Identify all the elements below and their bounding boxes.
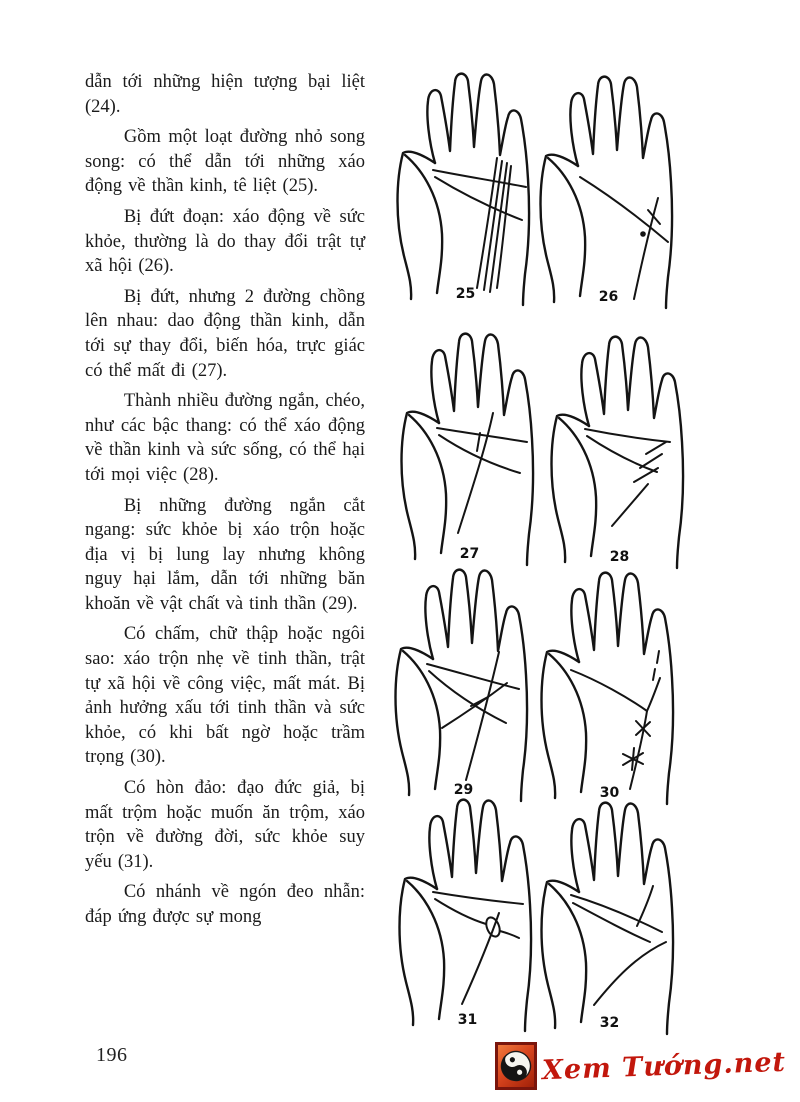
- paragraph: Bị đứt, nhưng 2 đường chồng lên nhau: dao động thần kinh, dẫn tới sự thay đổi, biến hóa, trực giác có thể mất đi (27).: [85, 286, 365, 381]
- palm-figure-32: [537, 789, 682, 1037]
- figure-number: 26: [598, 289, 619, 305]
- figure-number: 30: [599, 785, 620, 801]
- paragraph: Có chấm, chữ thập hoặc ngôi sao: xáo trộn nhẹ về tinh thần, trật tự xã hội về công việc, mất mát. Bị ảnh hưởng xấu tới tinh thần và sức khỏe, có khi bất ngờ hoặc trầm trọng (30).: [85, 624, 365, 768]
- figure-number: 28: [609, 549, 630, 565]
- figure-number: 32: [599, 1015, 620, 1031]
- palm-illustration-29-icon: [391, 556, 536, 804]
- palm-illustration-31-icon: [395, 786, 540, 1034]
- figure-number: 25: [455, 286, 476, 302]
- figure-number: 27: [459, 546, 480, 562]
- watermark-site-name: Xem Tướng.net: [541, 1046, 787, 1086]
- palm-illustration-25-icon: [393, 60, 538, 308]
- paragraph: Có hòn đảo: đạo đức giả, bị mất trộm hoặc muốn ăn trộm, xáo trộn về đường đời, sức khỏe suy yếu (31).: [85, 778, 365, 872]
- palm-figure-27: [397, 320, 542, 568]
- palm-illustration-30-icon: [537, 559, 682, 807]
- paragraph: Bị đứt đoạn: xáo động về sức khỏe, thường là do thay đổi trật tự xã hội (26).: [85, 206, 365, 277]
- palm-illustration-26-icon: [536, 63, 681, 311]
- paragraph: Thành nhiều đường ngắn, chéo, như các bậc thang: có thể xáo động về thần kinh và sức sống, có thể hại tới mọi việc (28).: [85, 391, 365, 485]
- palm-figure-28: [547, 323, 692, 571]
- palm-figure-25: [393, 60, 538, 308]
- palm-illustration-32-icon: [537, 789, 682, 1037]
- paragraph: Bị những đường ngắn cắt ngang: sức khỏe bị xáo trộn hoặc địa vị bị lung lay nhưng không nguy hại lắm, dẫn tới những băn khoăn về vật chất và tinh thần (29).: [85, 495, 365, 614]
- palm-figure-29: [391, 556, 536, 804]
- figure-number: 29: [453, 782, 474, 798]
- palm-illustration-27-icon: [397, 320, 542, 568]
- palm-figure-31: [395, 786, 540, 1034]
- page-number: 196: [96, 1044, 128, 1066]
- figure-number: 31: [457, 1012, 478, 1028]
- palm-figure-30: [537, 559, 682, 807]
- watermark: [495, 1042, 786, 1090]
- paragraph: dẫn tới những hiện tượng bại liệt (24).: [85, 72, 365, 117]
- text-column: [85, 70, 365, 936]
- paragraph: Gồm một loạt đường nhỏ song song: có thể dẫn tới những xáo động về thần kinh, tê liệt (25).: [85, 127, 365, 197]
- yin-yang-icon: [495, 1042, 537, 1090]
- paragraph: Có nhánh về ngón đeo nhẫn: đáp ứng được sự mong: [85, 882, 365, 927]
- palm-figure-26: [536, 63, 681, 311]
- palm-illustration-28-icon: [547, 323, 692, 571]
